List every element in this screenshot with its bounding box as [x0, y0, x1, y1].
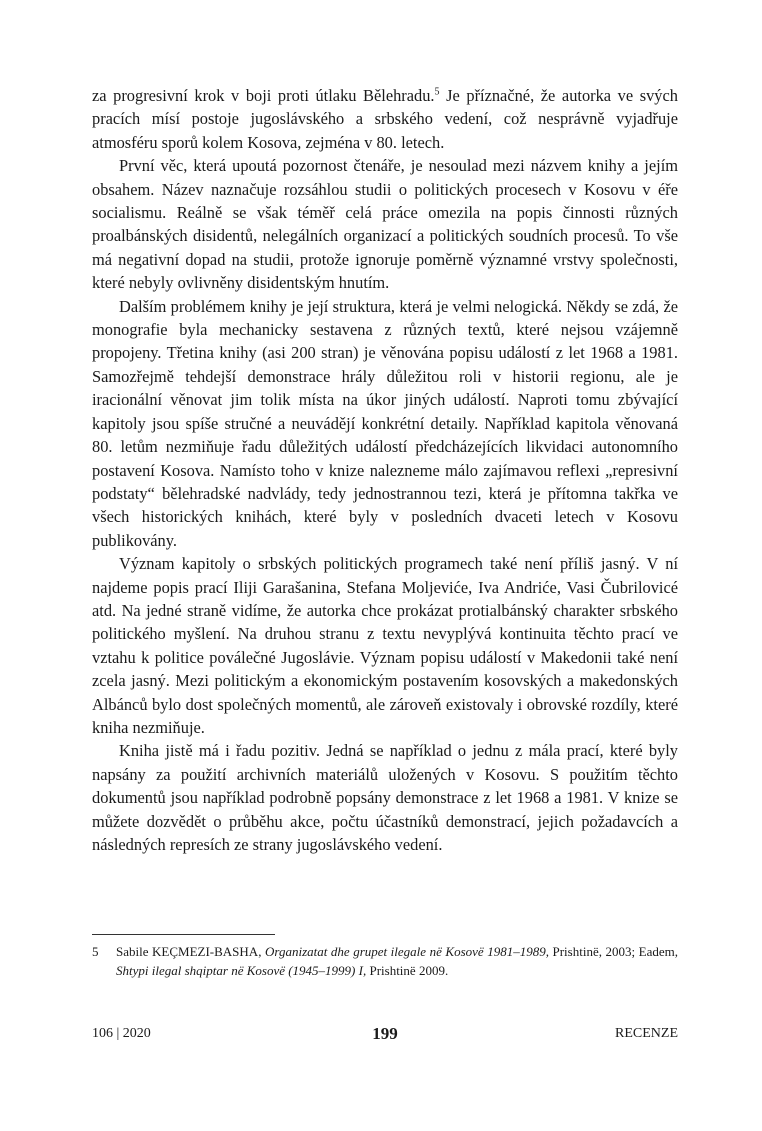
paragraph-1: [92, 84, 678, 154]
footnote: [92, 942, 678, 980]
footnote-publication-1: Prishtinë, 2003; Eadem,: [552, 944, 678, 959]
footnote-divider: [92, 934, 275, 935]
paragraph-1-continuation: Je příznačné, že autorka ve svých pracích mísí postoje jugoslávského a srbského vedení, což nesprávně vyjadřuje atmosféru sporů kolem Kosova, zejména v 80. letech.: [92, 86, 678, 152]
footnote-marker[interactable]: 5: [434, 86, 440, 98]
paragraph-4: Význam kapitoly o srbských politických programech také není příliš jasný. V ní najdeme popis prací Iliji Garašanina, Stefana Moljeviće, Iva Andriće, Vasi Čubrilovicé atd. Na jedné straně vidíme, že autorka chce prokázat protialbánský charakter srbského politického myšlení. Na druhou stranu z textu nevyplývá kontinuita těchto prací ve vztahu k politice poválečné Jugoslávie. Význam popisu událostí v Makedonii také není zcela jasný. Mezi politickým a ekonomickým postavením kosovských a makedonských Albánců bylo dost společných momentů, ale zároveň existovaly i obrovské rozdíly, které kniha nezmiňuje.: [92, 554, 678, 737]
page-number: 199: [372, 1024, 398, 1043]
footnote-title-2: Shtypi ilegal shqiptar në Kosovë (1945–1999) I,: [116, 963, 367, 978]
footnote-author: Sabile KEÇMEZI-BASHA,: [116, 944, 262, 959]
paragraph-3: Dalším problémem knihy je její struktura, která je velmi nelogická. Někdy se zdá, že monografie byla mechanicky sestavena z různých textů, které nejsou vzájemně propojeny. Třetina knihy (asi 200 stran) je věnována popisu událostí z let 1968 a 1981. Samozřejmě tehdejší demonstrace hrály důležitou roli v historii regionu, ale je iracionální věnovat jim tolik místa na úkor jiných událostí. Naproti tomu zbývající kapitoly jsou spíše stručné a neuvádějí konkrétní detaily. Například kapitola věnovaná 80. letům nezmiňuje řadu důležitých událostí předcházejících likvidaci autonomního postavení Kosova. Namísto toho v knize nalezneme málo zajímavou reflexi „represivní podstaty“ bělehradské nadvlády, tedy jednostrannou tezi, která je přítomna takřka ve všech historických knihách, které byly v posledních dvaceti letech v Kosovu publikovány.: [92, 296, 678, 550]
paragraph-1-text: za progresivní krok v boji proti útlaku Bělehradu.: [92, 86, 435, 105]
paragraph-5: Kniha jistě má i řadu pozitiv. Jedná se například o jednu z mála prací, které byly napsány za použití archivních materiálů uložených v Kosovu. S použitím těchto dokumentů jsou například podrobně popsány demonstrace z let 1968 a 1981. V knize se můžete dozvědět o průběhu akce, počtu účastníků demonstrací, jejich požadavcích a následných represích ze strany jugoslávského vedení.: [92, 741, 678, 854]
page-footer: [92, 1024, 678, 1046]
footnote-text: [92, 942, 678, 980]
main-text: [92, 84, 678, 856]
section-label: RECENZE: [615, 1026, 678, 1041]
paragraph-2: První věc, která upoutá pozornost čtenáře, je nesoulad mezi názvem knihy a jejím obsahem. Název naznačuje rozsáhlou studii o politických procesech v Kosovu v éře socialismu. Reálně se však téměř celá práce omezila na popis činnosti různých proalbánských disidentů, nelegálních organizací a politických soudních procesů. To vše má negativní dopad na studii, protože ignoruje poměrně významné vrstvy společnosti, které nebyly ovlivněny disidentským hnutím.: [92, 156, 678, 293]
footnote-number: 5: [92, 944, 99, 959]
issue-label: 106 | 2020: [92, 1026, 151, 1041]
footnote-title-1: Organizatat dhe grupet ilegale në Kosovë 1981–1989,: [265, 944, 549, 959]
footnote-publication-2: Prishtinë 2009.: [369, 963, 449, 978]
